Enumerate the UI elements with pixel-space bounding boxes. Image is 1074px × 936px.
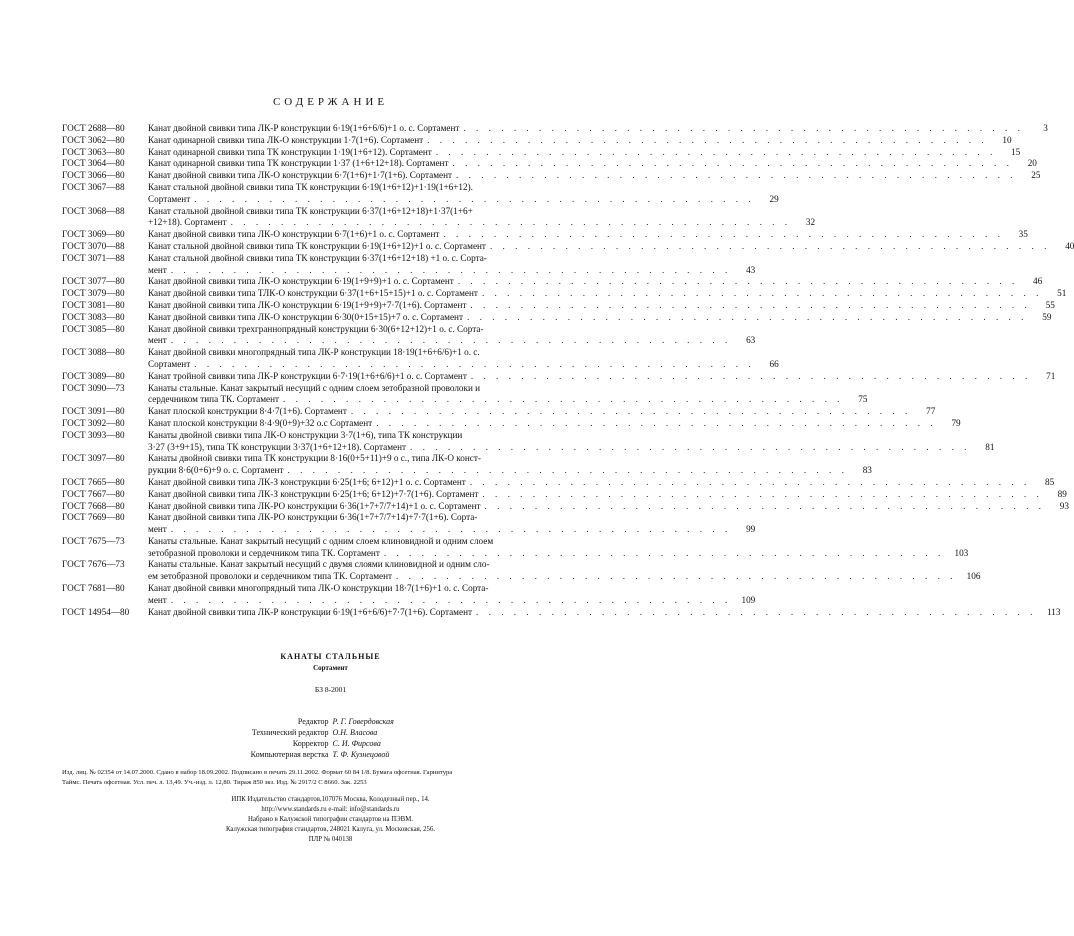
toc-page-number: 15 — [1011, 146, 1021, 157]
toc-page-number: 83 — [862, 465, 872, 476]
toc-entry — [62, 606, 1061, 619]
toc-leader-dots: . . . . . . . . . . . . . . . . . . . . . . . . . . . . . . . . . . . . . . . . . . . . . — [170, 264, 732, 275]
toc-page-number: 93 — [1059, 500, 1069, 511]
toc-standard-number: ГОСТ 3077—80 — [62, 276, 125, 287]
publication-info-line: Изд. лиц. № 02354 от 14.07.2000. Сдано в набор 18.09.2002. Подписано в печать 29.11.2002. Формат 60 84 1/8. Бумага офсетная. Гарнитура — [62, 769, 453, 776]
staff-name: О.Н. Власова — [332, 728, 378, 737]
toc-title-last-line — [148, 594, 756, 607]
toc-entry — [62, 559, 981, 583]
toc-page-number: 103 — [954, 547, 969, 558]
toc-title-text: Канат двойной свивки типа ЛК-О конструкции 6·19(1+9+9)+1 о. с. Сортамент — [148, 276, 454, 287]
toc-page-number: 46 — [1033, 276, 1043, 287]
toc-title-text: мент — [148, 524, 167, 535]
toc-title-line: Канаты стальные. Канат закрытый несущий с одним слоем зетобразной проволоки и — [148, 382, 481, 393]
toc-title-text: мент — [148, 335, 167, 346]
staff-name: Т. Ф. Кузнецовой — [332, 750, 390, 759]
publication-info — [62, 768, 599, 788]
toc-standard-number: ГОСТ 7668—80 — [62, 500, 125, 511]
toc-entry-title — [148, 323, 756, 348]
toc-page-number: 85 — [1045, 476, 1055, 487]
toc-title-line: Канат двойной свивки многопрядный типа ЛК-Р конструкции 18·19(1+6+6/6)+1 о. с. — [148, 347, 480, 358]
toc-leader-dots: . . . . . . . . . . . . . . . . . . . . . . . . . . . . . . . . . . . . . . . . . . . . . — [396, 571, 957, 582]
toc-title-last-line — [148, 500, 1069, 513]
toc-entry — [62, 123, 1048, 135]
toc-entry — [62, 406, 936, 418]
toc-standard-number: ГОСТ 3062—80 — [62, 134, 125, 145]
toc-standard-number: ГОСТ 3064—80 — [62, 158, 125, 169]
toc-standard-number: ГОСТ 3092—80 — [62, 417, 125, 428]
toc-title-text: зетобразной проволоки и сердечником типа ТК. Сортамент — [148, 547, 380, 558]
toc-entry — [62, 429, 995, 454]
toc-standard-number: ГОСТ 3089—80 — [62, 370, 125, 381]
toc-title-text: сердечником типа ТК. Сортамент — [148, 394, 280, 405]
toc-leader-dots: . . . . . . . . . . . . . . . . . . . . . . . . . . . . . . . . . . . . . . . . . . . . . — [427, 134, 988, 145]
toc-title-text: Канат двойной свивки типа ЛК-З конструкции 6·25(1+6; 6+12)+1 о. с. Сортамент — [148, 476, 466, 487]
toc-entry-title — [148, 288, 1067, 300]
toc-standard-number: ГОСТ 3090—73 — [62, 382, 125, 393]
toc-standard-number: ГОСТ 3079—80 — [62, 288, 125, 299]
toc-leader-dots: . . . . . . . . . . . . . . . . . . . . . . . . . . . . . . . . . . . . . . . . . . . . . — [463, 123, 1024, 133]
toc-entry — [62, 205, 816, 230]
toc-standard-number: ГОСТ 7669—80 — [62, 512, 125, 523]
toc-title-line: Канат двойной свивки трехграннопрядный конструкции 6·30(6+12+12)+1 о. с. Сорта- — [148, 323, 484, 334]
toc-page-number: 71 — [1046, 370, 1056, 381]
toc-leader-dots: . . . . . . . . . . . . . . . . . . . . . . . . . . . . . . . . . . . . . . . . . . . . . — [194, 193, 755, 204]
toc-title-last-line — [148, 524, 756, 536]
toc-entry — [62, 276, 1043, 288]
toc-leader-dots: . . . . . . . . . . . . . . . . . . . . . . . . . . . . . . . . . . . . . . . . . . . . . — [482, 488, 1043, 499]
toc-title-last-line — [148, 488, 1067, 501]
toc-title-last-line — [148, 311, 1052, 324]
imprint-title: КАНАТЫ СТАЛЬНЫЕ — [280, 652, 381, 661]
toc-entry-title — [148, 299, 1055, 312]
toc-standard-number: ГОСТ 3068—88 — [62, 205, 125, 216]
printer-info-line: http://www.standards.ru e-mail: info@standards.ru — [261, 806, 400, 813]
toc-title-text: Канат одинарной свивки типа ТК конструкции 1·19(1+6+12). Сортамент — [148, 146, 432, 157]
toc-leader-dots: . . . . . . . . . . . . . . . . . . . . . . . . . . . . . . . . . . . . . . . . . . . . . — [484, 500, 1045, 511]
toc-leader-dots: . . . . . . . . . . . . . . . . . . . . . . . . . . . . . . . . . . . . . . . . . . . . . — [476, 606, 1037, 617]
toc-leader-dots: . . . . . . . . . . . . . . . . . . . . . . . . . . . . . . . . . . . . . . . . . . . . . — [350, 406, 912, 417]
toc-leader-dots: . . . . . . . . . . . . . . . . . . . . . . . . . . . . . . . . . . . . . . . . . . . . . — [170, 594, 732, 605]
toc-title-last-line — [148, 170, 1041, 182]
toc-standard-number: ГОСТ 3071—88 — [62, 252, 125, 263]
toc-page-number: 79 — [951, 417, 961, 428]
toc-title-text: Канат двойной свивки типа ЛК-О конструкции 6·30(0+15+15)+7 о. с. Сортамент — [148, 311, 463, 322]
staff-row — [0, 716, 661, 727]
staff-role: Редактор — [297, 717, 329, 726]
toc-entry-title — [148, 134, 1012, 147]
toc-entry — [62, 288, 1067, 300]
toc-entry — [62, 311, 1052, 324]
toc-standard-number: ГОСТ 3085—80 — [62, 323, 125, 334]
printer-info — [0, 795, 661, 845]
toc-title-text: Канат стальной двойной свивки типа ТК конструкции 6·19(1+6+12)+1 о. с. Сортамент — [148, 240, 486, 251]
toc-page-number: 75 — [858, 394, 868, 405]
toc-standard-number: ГОСТ 3081—80 — [62, 299, 125, 310]
toc-title-last-line — [148, 606, 1061, 619]
toc-page-number: 113 — [1046, 606, 1061, 617]
toc-leader-dots: . . . . . . . . . . . . . . . . . . . . . . . . . . . . . . . . . . . . . . . . . . . . . — [467, 311, 1028, 322]
toc-standard-number: ГОСТ 7681—80 — [62, 583, 125, 594]
toc-title-last-line — [148, 288, 1067, 300]
toc-entry-title — [148, 370, 1056, 383]
toc-entry-title — [148, 276, 1043, 288]
toc-entry-title — [148, 181, 779, 206]
toc-leader-dots: . . . . . . . . . . . . . . . . . . . . . . . . . . . . . . . . . . . . . . . . . . . . . — [457, 276, 1019, 287]
toc-title-text: Канат двойной свивки типа ТЛК-О конструкции 6·37(1+6+15+15)+1 о. с. Сортамент — [148, 288, 478, 299]
toc-title-text: Канат двойной свивки типа ЛК-О конструкции 6·7(1+6)+1·7(1+6). Сортамент — [148, 170, 453, 181]
toc-leader-dots: . . . . . . . . . . . . . . . . . . . . . . . . . . . . . . . . . . . . . . . . . . . . . — [456, 170, 1017, 181]
toc-page-number: 51 — [1057, 288, 1067, 299]
toc-title-text: Канат двойной свивки типа ЛК-З конструкции 6·25(1+6; 6+12)+7·7(1+6). Сортамент — [148, 488, 479, 499]
toc-entry — [62, 583, 756, 607]
toc-entry-title — [148, 382, 868, 407]
toc-entry-title — [148, 205, 816, 230]
publication-info-line: Таймс. Печать офсетная. Усл. печ. л. 13,49. Уч.-изд. л. 12,80. Тираж 850 экз. Изд. № 2917/2 С 8660. Зак. 2253 — [62, 779, 367, 786]
toc-entry — [62, 240, 1074, 253]
toc-leader-dots: . . . . . . . . . . . . . . . . . . . . . . . . . . . . . . . . . . . . . . . . . . . . . — [410, 441, 971, 452]
toc-title-last-line — [148, 217, 816, 229]
toc-title-line: Канат двойной свивки многопрядный типа ЛК-О конструкции 18·7(1+6)+1 о. с. Сорта- — [148, 583, 489, 594]
toc-standard-number: ГОСТ 3070—88 — [62, 240, 125, 251]
toc-title-last-line — [148, 240, 1074, 253]
toc-standard-number: ГОСТ 7676—73 — [62, 559, 125, 570]
printer-info-line: Набрано в Калужской типографии стандартов на ПЭВМ. — [248, 816, 413, 823]
toc-title-last-line — [148, 394, 868, 406]
toc-title-line: Канаты стальные. Канат закрытый несущий с двумя слоями клиновидной и одним сло- — [148, 559, 490, 570]
toc-page-number: 89 — [1057, 488, 1067, 499]
toc-standard-number: ГОСТ 3088—80 — [62, 347, 125, 358]
toc-page-number: 109 — [741, 594, 756, 605]
toc-title-text: рукции 8·6(0+6)+9 о. с. Сортамент — [148, 465, 284, 476]
toc-entry-title — [148, 488, 1067, 501]
toc-entry-title — [148, 500, 1069, 513]
printer-info-line: ПЛР № 040138 — [308, 836, 353, 843]
toc-entry-title — [148, 512, 756, 536]
toc-title-text: Канат плоской конструкции 8·4·9(0+9)+32 о.с Сортамент — [148, 417, 373, 428]
toc-title-text: Канат двойной свивки типа ЛК-Р конструкции 6·19(1+6+6/6)+1 о. с. Сортамент — [148, 123, 460, 133]
toc-entry-title — [148, 583, 756, 607]
staff-list — [0, 716, 661, 760]
toc-standard-number: ГОСТ 3097—80 — [62, 453, 125, 464]
toc-entry-title — [148, 406, 936, 418]
toc-title-last-line — [148, 547, 969, 560]
staff-row — [0, 749, 661, 760]
toc-leader-dots: . . . . . . . . . . . . . . . . . . . . . . . . . . . . . . . . . . . . . . . . . . . . . — [452, 158, 1013, 169]
toc-title-last-line — [148, 158, 1037, 170]
toc-entry — [62, 252, 756, 277]
staff-name: Р. Г. Говердовская — [332, 717, 394, 726]
toc-leader-dots: . . . . . . . . . . . . . . . . . . . . . . . . . . . . . . . . . . . . . . . . . . . . . — [443, 229, 1004, 240]
staff-row — [0, 738, 661, 749]
toc-title-last-line — [148, 476, 1055, 489]
toc-standard-number: ГОСТ 7667—80 — [62, 488, 125, 499]
toc-entry — [62, 417, 961, 430]
toc-title-last-line — [148, 441, 995, 454]
toc-entry — [62, 347, 779, 371]
toc-leader-dots: . . . . . . . . . . . . . . . . . . . . . . . . . . . . . . . . . . . . . . . . . . . . . — [230, 217, 792, 228]
toc-title-last-line — [148, 193, 779, 206]
toc-leader-dots: . . . . . . . . . . . . . . . . . . . . . . . . . . . . . . . . . . . . . . . . . . . . . — [283, 394, 844, 405]
toc-title-last-line — [148, 571, 981, 583]
toc-title-last-line — [148, 417, 961, 430]
toc-title-last-line — [148, 358, 779, 371]
toc-page-number: 81 — [985, 441, 995, 452]
toc-entry — [62, 476, 1055, 489]
toc-title-last-line — [148, 465, 872, 477]
toc-page-number: 32 — [805, 217, 816, 228]
toc-entry-title — [148, 158, 1037, 170]
toc-entry — [62, 181, 779, 206]
toc-leader-dots: . . . . . . . . . . . . . . . . . . . . . . . . . . . . . . . . . . . . . . . . . . . . . — [170, 335, 732, 346]
toc-entry-title — [148, 229, 1028, 241]
toc-title-text: ем зетобразной проволоки и сердечником типа ТК. Сортамент — [148, 571, 393, 582]
toc-page-number: 77 — [926, 406, 936, 417]
toc-page-number: 25 — [1031, 170, 1041, 181]
toc-standard-number: ГОСТ 7665—80 — [62, 476, 125, 487]
toc-title-last-line — [148, 335, 756, 347]
toc-entry — [62, 146, 1021, 159]
toc-page-number: 66 — [769, 358, 779, 369]
toc-entry-title — [148, 535, 969, 560]
toc-entry — [62, 323, 756, 348]
toc-leader-dots: . . . . . . . . . . . . . . . . . . . . . . . . . . . . . . . . . . . . . . . . . . . . . — [383, 547, 945, 558]
toc-entry — [62, 535, 969, 560]
toc-leader-dots: . . . . . . . . . . . . . . . . . . . . . . . . . . . . . . . . . . . . . . . . . . . . . — [470, 299, 1031, 310]
toc-standard-number: ГОСТ 7675—73 — [62, 535, 125, 546]
toc-standard-number: ГОСТ 3067—88 — [62, 181, 125, 192]
toc-title-line: Канаты двойной свивки типа ЛК-О конструкции 3·7(1+6), типа ТК конструкции — [148, 429, 463, 440]
toc-page-number: 40 — [1065, 240, 1074, 251]
toc-entry — [62, 158, 1037, 170]
toc-entry-title — [148, 252, 756, 277]
toc-page-number: 29 — [769, 193, 779, 204]
toc-standard-number: ГОСТ 3091—80 — [62, 406, 125, 417]
toc-entry — [62, 500, 1069, 513]
toc-title-text: Канат плоской конструкции 8·4·7(1+6). Сортамент — [148, 406, 347, 417]
toc-standard-number: ГОСТ 3069—80 — [62, 229, 125, 240]
toc-title-text: Сортамент — [148, 193, 191, 204]
toc-title-last-line — [148, 299, 1055, 312]
table-of-contents — [62, 123, 1074, 618]
printer-info-line: Калужская типография стандартов, 248021 Калуга, ул. Московская, 256. — [225, 826, 436, 833]
toc-leader-dots: . . . . . . . . . . . . . . . . . . . . . . . . . . . . . . . . . . . . . . . . . . . . . — [469, 476, 1031, 487]
staff-role: Компьютерная верстка — [250, 750, 329, 759]
toc-title-line: Канат стальной двойной свивки типа ТК конструкции 6·37(1+6+12+18) +1 о. с. Сорта- — [148, 252, 487, 263]
toc-page-number: 99 — [746, 524, 756, 535]
toc-title-text: Сортамент — [148, 358, 191, 369]
toc-entry — [62, 134, 1012, 147]
toc-title-text: Канат двойной свивки типа ЛК-О конструкции 6·19(1+9+9)+7·7(1+6). Сортамент — [148, 299, 467, 310]
staff-role: Корректор — [292, 739, 329, 748]
toc-title-text: 3·27 (3+9+15), типа ТК конструкции 3·37(1+6+12+18). Сортамент — [148, 441, 407, 452]
staff-row — [0, 727, 661, 738]
toc-entry-title — [148, 146, 1021, 159]
toc-title-text: Канат двойной свивки типа ЛК-РО конструкции 6·36(1+7+7/7+14)+1 о. с. Сортамент — [148, 500, 481, 511]
toc-title-last-line — [148, 276, 1043, 288]
toc-title-last-line — [148, 229, 1028, 241]
toc-page-number: 35 — [1018, 229, 1028, 240]
toc-title-line: Канаты стальные. Канат закрытый несущий с одним слоем клиновидной и одним слоем — [148, 535, 494, 546]
printer-info-line: ИПК Издательство стандартов,107076 Москва, Колодезный пер., 14. — [231, 796, 430, 803]
toc-title-line: Канат стальной двойной свивки типа ТК конструкции 6·19(1+6+12)+1·19(1+6+12). — [148, 181, 473, 192]
toc-standard-number: ГОСТ 14954—80 — [62, 606, 130, 617]
toc-title-last-line — [148, 406, 936, 418]
toc-page-number: 59 — [1042, 311, 1052, 322]
toc-page-number: 43 — [746, 264, 756, 275]
staff-name: С. И. Фирсова — [332, 739, 381, 748]
toc-leader-dots: . . . . . . . . . . . . . . . . . . . . . . . . . . . . . . . . . . . . . . . . . . . . . — [376, 417, 937, 428]
toc-entry-title — [148, 606, 1061, 619]
toc-leader-dots: . . . . . . . . . . . . . . . . . . . . . . . . . . . . . . . . . . . . . . . . . . . . . — [481, 288, 1043, 299]
toc-entry-title — [148, 429, 995, 454]
toc-title-text: +12+18). Сортамент — [148, 217, 227, 228]
contents-title: СОДЕРЖАНИЕ — [272, 96, 389, 108]
toc-page-number: 10 — [1002, 134, 1012, 145]
toc-leader-dots: . . . . . . . . . . . . . . . . . . . . . . . . . . . . . . . . . . . . . . . . . . . . . — [194, 358, 755, 369]
toc-title-text: мент — [148, 264, 167, 275]
toc-entry — [62, 370, 1056, 383]
toc-entry-title — [148, 170, 1041, 182]
toc-title-text: Канат двойной свивки типа ЛК-Р конструкции 6·19(1+6+6/6)+7·7(1+6). Сортамент — [148, 606, 473, 617]
toc-entry — [62, 453, 872, 477]
toc-title-text: мент — [148, 594, 167, 605]
toc-leader-dots: . . . . . . . . . . . . . . . . . . . . . . . . . . . . . . . . . . . . . . . . . . . . . — [287, 465, 848, 476]
toc-title-last-line — [148, 146, 1021, 159]
toc-standard-number: ГОСТ 3083—80 — [62, 311, 125, 322]
toc-entry-title — [148, 347, 779, 371]
toc-entry-title — [148, 559, 981, 583]
toc-title-last-line — [148, 123, 1048, 135]
toc-entry — [62, 382, 868, 407]
staff-role: Технический редактор — [251, 728, 329, 737]
toc-standard-number: ГОСТ 3093—80 — [62, 429, 125, 440]
toc-title-line: Канаты двойной свивки типа ТК конструкции 8·16(0+5+11)+9 о с., типа ЛК-О конст- — [148, 453, 481, 464]
toc-leader-dots: . . . . . . . . . . . . . . . . . . . . . . . . . . . . . . . . . . . . . . . . . . . . . — [489, 240, 1051, 251]
toc-leader-dots: . . . . . . . . . . . . . . . . . . . . . . . . . . . . . . . . . . . . . . . . . . . . . — [435, 146, 997, 157]
toc-entry-title — [148, 417, 961, 430]
toc-title-last-line — [148, 264, 756, 277]
toc-entry-title — [148, 311, 1052, 324]
toc-title-line: Канат стальной двойной свивки типа ТК конструкции 6·37(1+6+12+18)+1·37(1+6+ — [148, 205, 473, 216]
toc-title-text: Канат одинарной свивки типа ТК конструкции 1·37 (1+6+12+18). Сортамент — [148, 158, 449, 169]
imprint-subtitle: Сортамент — [313, 664, 348, 672]
toc-title-line: Канат двойной свивки типа ЛК-РО конструкции 6·36(1+7+7/7+14)+7·7(1+6). Сорта- — [148, 512, 478, 523]
toc-entry — [62, 170, 1041, 182]
toc-standard-number: ГОСТ 2688—80 — [62, 123, 125, 133]
toc-leader-dots: . . . . . . . . . . . . . . . . . . . . . . . . . . . . . . . . . . . . . . . . . . . . . — [470, 370, 1032, 381]
toc-standard-number: ГОСТ 3063—80 — [62, 146, 125, 157]
toc-entry — [62, 512, 756, 536]
toc-page-number: 55 — [1045, 299, 1055, 310]
toc-page-number: 3 — [1043, 123, 1048, 133]
toc-entry — [62, 229, 1028, 241]
toc-title-last-line — [148, 134, 1012, 147]
toc-page-number: 63 — [746, 335, 756, 346]
toc-title-text: Канат тройной свивки типа ЛК-Р конструкции 6·7·19(1+6+6/6)+1 о. с. Сортамент — [148, 370, 467, 381]
toc-page-number: 106 — [966, 571, 981, 582]
toc-leader-dots: . . . . . . . . . . . . . . . . . . . . . . . . . . . . . . . . . . . . . . . . . . . . . — [170, 524, 732, 535]
toc-title-text: Канат одинарной свивки типа ЛК-О конструкции 1·7(1+6). Сортамент — [148, 134, 424, 145]
toc-page-number: 20 — [1027, 158, 1037, 169]
toc-entry-title — [148, 453, 872, 477]
toc-title-last-line — [148, 370, 1056, 383]
toc-title-text: Канат двойной свивки типа ЛК-О конструкции 6·7(1+6)+1 о. с. Сортамент — [148, 229, 440, 240]
toc-entry-title — [148, 240, 1074, 253]
toc-entry-title — [148, 123, 1048, 135]
toc-entry — [62, 299, 1055, 312]
toc-entry — [62, 488, 1067, 501]
toc-entry-title — [148, 476, 1055, 489]
toc-standard-number: ГОСТ 3066—80 — [62, 170, 125, 181]
bz-number: БЗ 8-2001 — [314, 685, 347, 694]
